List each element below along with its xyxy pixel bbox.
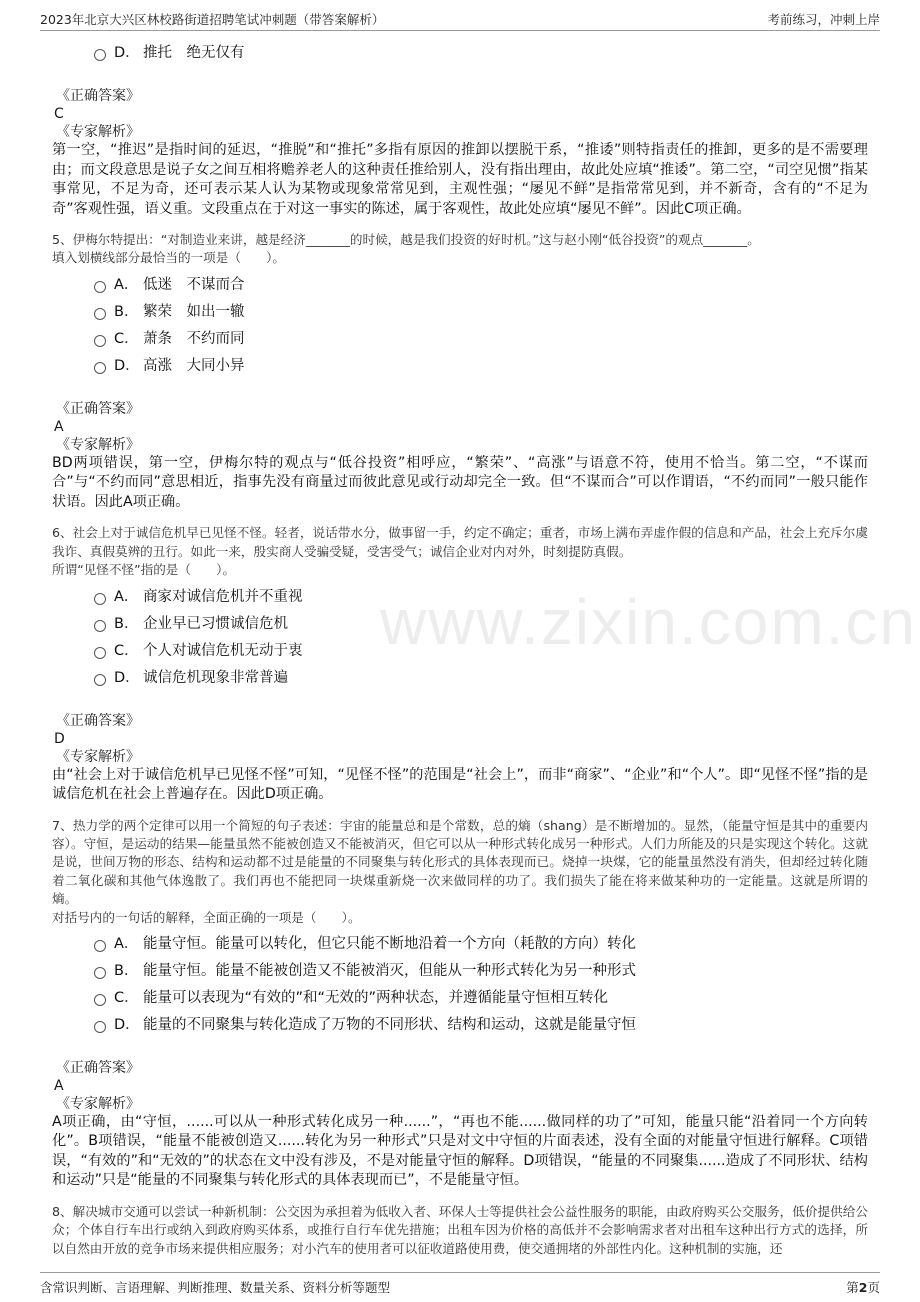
option-letter: A．	[114, 588, 139, 605]
q5-option-c[interactable]	[52, 326, 868, 353]
radio-icon[interactable]	[94, 674, 106, 686]
answer-label: 《正确答案》	[56, 88, 140, 104]
page-header	[40, 8, 880, 31]
option-text: 诚信危机现象非常普遍	[143, 669, 288, 686]
q7-option-a[interactable]	[52, 931, 868, 958]
option-text: 繁荣 如出一辙	[143, 303, 245, 320]
option-letter: A．	[114, 935, 139, 952]
option-text: 企业早已习惯诚信危机	[143, 615, 288, 632]
q5-prompt: 填入划横线部分最恰当的一项是（ ）。	[52, 250, 285, 266]
option-letter: B．	[114, 615, 139, 632]
option-letter: D．	[114, 357, 140, 374]
q6-option-a[interactable]	[52, 584, 868, 611]
q7-prompt: 对括号内的一句话的解释，全面正确的一项是（ ）。	[52, 909, 361, 925]
option-text: 推托 绝无仅有	[143, 45, 245, 61]
explanation-text: BD两项错误，第一空，伊梅尔特的观点与“低谷投资”相呼应，“繁荣”、“高涨”与语意不符，使用不恰当。第二空，“不谋而合”与“不约而同”意思相近，指事先没有商量过而彼此意见或行动却完全一致。但“不谋而合”可以作谓语，“不约而同”一般只能作状语。因此A项正确。	[52, 454, 868, 510]
option-text: 能量可以表现为“有效的”和“无效的”两种状态，并遵循能量守恒相互转化	[143, 989, 609, 1006]
q4-option-d[interactable]	[52, 40, 868, 67]
radio-icon[interactable]	[94, 647, 106, 659]
radio-icon[interactable]	[94, 308, 106, 320]
answer-label: 《正确答案》	[56, 1059, 140, 1076]
option-text: 能量守恒。能量可以转化，但它只能不断地沿着一个方向（耗散的方向）转化	[143, 935, 636, 952]
radio-icon[interactable]	[94, 49, 106, 61]
q7-option-d[interactable]	[52, 1012, 868, 1039]
answer-label: 《正确答案》	[56, 400, 140, 417]
explanation-text: A项正确，由“守恒，......可以从一种形式转化成另一种......”，“再也不能......做同样的功了”可知，能量只能“沿着同一个方向转化”。B项错误，“能量不能被创造又......转化为另一种形式”只是对文中守恒的片面表述，没有全面的对能量守恒进行解释。C项错误，“有效的”和“无效的”的状态在文中没有涉及，不是对能量守恒的解释。D项错误，“能量的不同聚集......造成了不同形状、结构和运动”只是“能量的不同聚集与转化形式的具体表现而已”，不是能量守恒。	[52, 1113, 868, 1189]
answer-label: 《正确答案》	[56, 712, 140, 729]
option-text: 高涨 大同小异	[143, 357, 245, 374]
option-text: 个人对诚信危机无动于衷	[143, 642, 303, 659]
option-letter: B．	[114, 962, 139, 979]
option-letter: D．	[114, 669, 140, 686]
q5-option-d[interactable]	[52, 353, 868, 380]
radio-icon[interactable]	[94, 362, 106, 374]
answer-value: A	[54, 418, 64, 435]
explanation-label: 《专家解析》	[56, 436, 140, 453]
radio-icon[interactable]	[94, 593, 106, 605]
explanation-label: 《专家解析》	[56, 124, 140, 140]
explanation-label: 《专家解析》	[56, 748, 140, 765]
option-text: 萧条 不约而同	[143, 330, 245, 347]
answer-value: C	[54, 106, 64, 122]
radio-icon[interactable]	[94, 994, 106, 1006]
option-text: 低迷 不谋而合	[143, 276, 245, 293]
q6-option-b[interactable]	[52, 611, 868, 638]
explanation-text: 由“社会上对于诚信危机早已见怪不怪”可知，“见怪不怪”的范围是“社会上”，而非“商家”、“企业”和“个人”。即“见怪不怪”指的是诚信危机在社会上普遍存在。因此D项正确。	[52, 766, 868, 803]
radio-icon[interactable]	[94, 967, 106, 979]
q5-question-text: 5、伊梅尔特提出：“对制造业来讲，越是经济_______的时候，越是我们投资的好时机。”这与赵小刚“低谷投资”的观点_______。	[52, 232, 760, 247]
document-title: 2023年北京大兴区林校路街道招聘笔试冲刺题（带答案解析）	[40, 12, 385, 27]
q6-question-text: 6、社会上对于诚信危机早已见怪不怪。轻者，说话带水分，做事留一手，约定不确定；重者，市场上满布弄虚作假的信息和产品，社会上充斥尔虞我诈、真假莫辨的丑行。如此一来，殷实商人受骗受疑，受害受气；诚信企业对内对外，时刻提防真假。	[52, 525, 868, 559]
option-text: 能量的不同聚集与转化造成了万物的不同形状、结构和运动，这就是能量守恒	[143, 1016, 636, 1033]
q6-option-c[interactable]	[52, 638, 868, 665]
q6-prompt: 所谓“见怪不怪”指的是（ ）。	[52, 562, 236, 578]
footer-subjects: 含常识判断、言语理解、判断推理、数量关系、资料分析等题型	[40, 1280, 391, 1295]
radio-icon[interactable]	[94, 335, 106, 347]
q6-option-d[interactable]	[52, 665, 868, 692]
radio-icon[interactable]	[94, 940, 106, 952]
explanation-label: 《专家解析》	[56, 1095, 140, 1112]
option-letter: A．	[114, 276, 139, 293]
page-content	[52, 40, 868, 1258]
option-letter: D．	[114, 1016, 140, 1033]
radio-icon[interactable]	[94, 1021, 106, 1033]
page-number	[846, 1278, 880, 1296]
header-slogan: 考前练习，冲刺上岸	[767, 12, 880, 27]
page-footer	[40, 1272, 880, 1297]
watermark: www.zixin.com.cn	[380, 586, 917, 658]
q5-option-a[interactable]	[52, 272, 868, 299]
radio-icon[interactable]	[94, 620, 106, 632]
option-letter: C．	[114, 642, 139, 659]
radio-icon[interactable]	[94, 281, 106, 293]
option-text: 能量守恒。能量不能被创造又不能被消灭，但能从一种形式转化为另一种形式	[143, 962, 636, 979]
option-letter: B．	[114, 303, 139, 320]
explanation-text: 第一空，“推迟”是指时间的延迟，“推脱”和“推托”多指有原因的推卸以摆脱干系，“推诿”则特指责任的推卸，更多的是不需要理由；而文段意思是说子女之间互相将赡养老人的这种责任推给别人，没有指出理由，故此处应填“推诿”。第二空，“司空见惯”指某事常见，不足为奇，还可表示某人认为某物或现象常常见到，主观性强；“屡见不鲜”是指常常见到，并不新奇，含有的“不足为奇”客观性强，语义重。文段重点在于对这一事实的陈述，属于客观性，故此处应填“屡见不鲜”。因此C项正确。	[52, 142, 868, 217]
option-letter: C．	[114, 330, 139, 347]
page-prefix: 第	[846, 1280, 859, 1295]
q7-question-text: 7、热力学的两个定律可以用一个简短的句子表述：宇宙的能量总和是个常数，总的熵（shang）是不断增加的。显然，（能量守恒是其中的重要内容）。守恒，是运动的结果—能量虽然不能被创造又不能被消灭，但它可以从一种形式转化成另一种形式。人们力所能及的只是实现这个转化。这就是说，世间万物的形态、结构和运动都不过是能量的不同聚集与转化形式的具体表现而已。烧掉一块煤，它的能量虽然没有消失，但却经过转化随着二氧化碳和其他气体逸散了。我们再也不能把同一块煤重新烧一次来做同样的功了。我们损失了能在将来做某种功的一定能量。这就是所谓的熵。	[52, 817, 868, 907]
answer-value: A	[54, 1077, 64, 1094]
q7-option-c[interactable]	[52, 985, 868, 1012]
option-text: 商家对诚信危机并不重视	[143, 588, 303, 605]
option-letter: C．	[114, 989, 139, 1006]
q7-option-b[interactable]	[52, 958, 868, 985]
q8-question-text: 8、解决城市交通可以尝试一种新机制：公交因为承担着为低收入者、环保人士等提供社会公益性服务的职能，由政府购买公交服务，低价提供给公众；个体自行车出行或纳入到政府购买体系，或推行自行车优先措施；出租车因为价格的高低并不会影响需求者对出租车这种出行方式的选择，所以自然由开放的竞争市场来提供相应服务；对小汽车的使用者可以征收道路使用费，使交通拥堵的外部性内化。这种机制的实施，还	[52, 1203, 868, 1256]
q5-option-b[interactable]	[52, 299, 868, 326]
page-suffix: 页	[867, 1280, 880, 1295]
option-letter: D．	[114, 45, 140, 61]
page-number-value: 2	[858, 1280, 868, 1295]
answer-value: D	[54, 730, 65, 747]
